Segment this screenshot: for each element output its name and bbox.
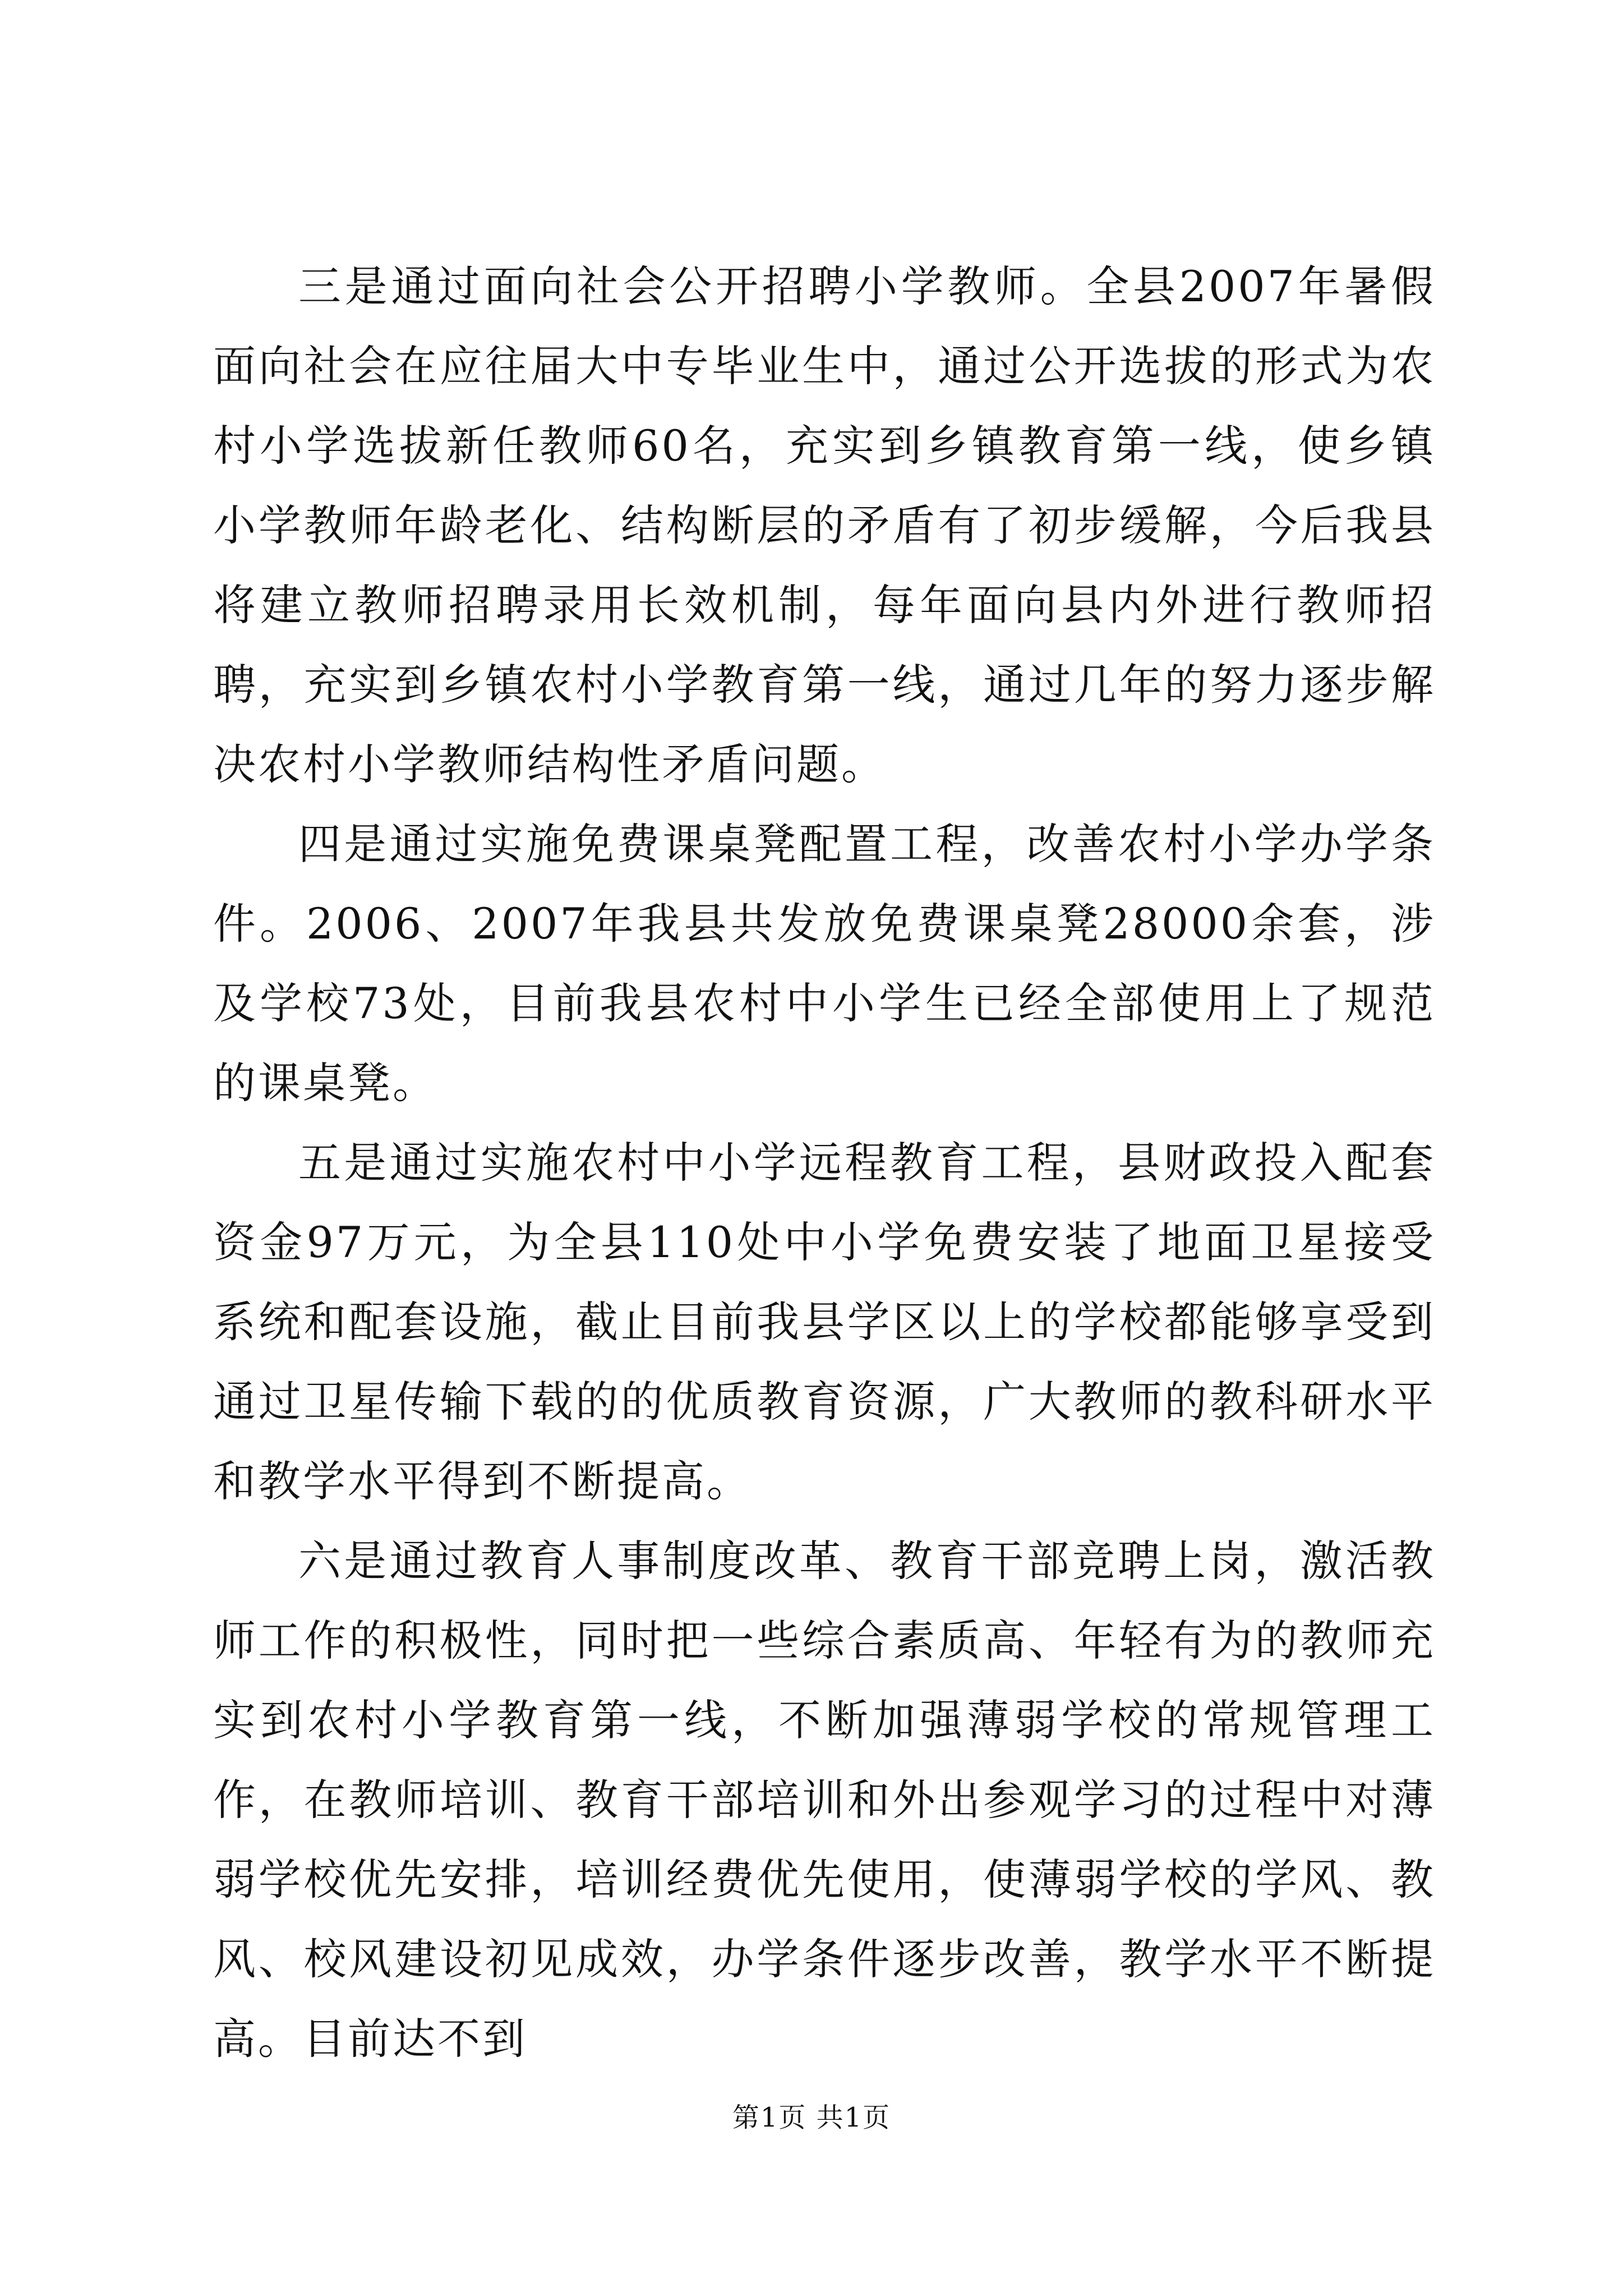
document-body bbox=[213, 247, 1436, 2079]
paragraph-recruitment: 三是通过面向社会公开招聘小学教师。全县2007年暑假面向社会在应往届大中专毕业生中，通过公开选拔的形式为农村小学选拔新任教师60名，充实到乡镇教育第一线，使乡镇小学教师年龄老化、结构断层的矛盾有了初步缓解，今后我县将建立教师招聘录用长效机制，每年面向县内外进行教师招聘，充实到乡镇农村小学教育第一线，通过几年的努力逐步解决农村小学教师结构性矛盾问题。 bbox=[213, 261, 1436, 789]
paragraph-personnel-reform: 六是通过教育人事制度改革、教育干部竞聘上岗，激活教师工作的积极性，同时把一些综合素质高、年轻有为的教师充实到农村小学教育第一线，不断加强薄弱学校的常规管理工作，在教师培训、教育干部培训和外出参观学习的过程中对薄弱学校优先安排，培训经费优先使用，使薄弱学校的学风、教风、校风建设初见成效，办学条件逐步改善，教学水平不断提高。目前达不到 bbox=[213, 1536, 1436, 2064]
paragraph-remote-education: 五是通过实施农村中小学远程教育工程，县财政投入配套资金97万元，为全县110处中小学免费安装了地面卫星接受系统和配套设施，截止目前我县学区以上的学校都能够享受到通过卫星传输下载的的优质教育资源，广大教师的教科研水平和教学水平得到不断提高。 bbox=[213, 1138, 1436, 1506]
paragraph-desks: 四是通过实施免费课桌凳配置工程，改善农村小学办学条件。2006、2007年我县共发放免费课桌凳28000余套，涉及学校73处，目前我县农村中小学生已经全部使用上了规范的课桌凳。 bbox=[213, 819, 1436, 1108]
page-number-footer: 第1页 共1页 bbox=[732, 2102, 891, 2133]
